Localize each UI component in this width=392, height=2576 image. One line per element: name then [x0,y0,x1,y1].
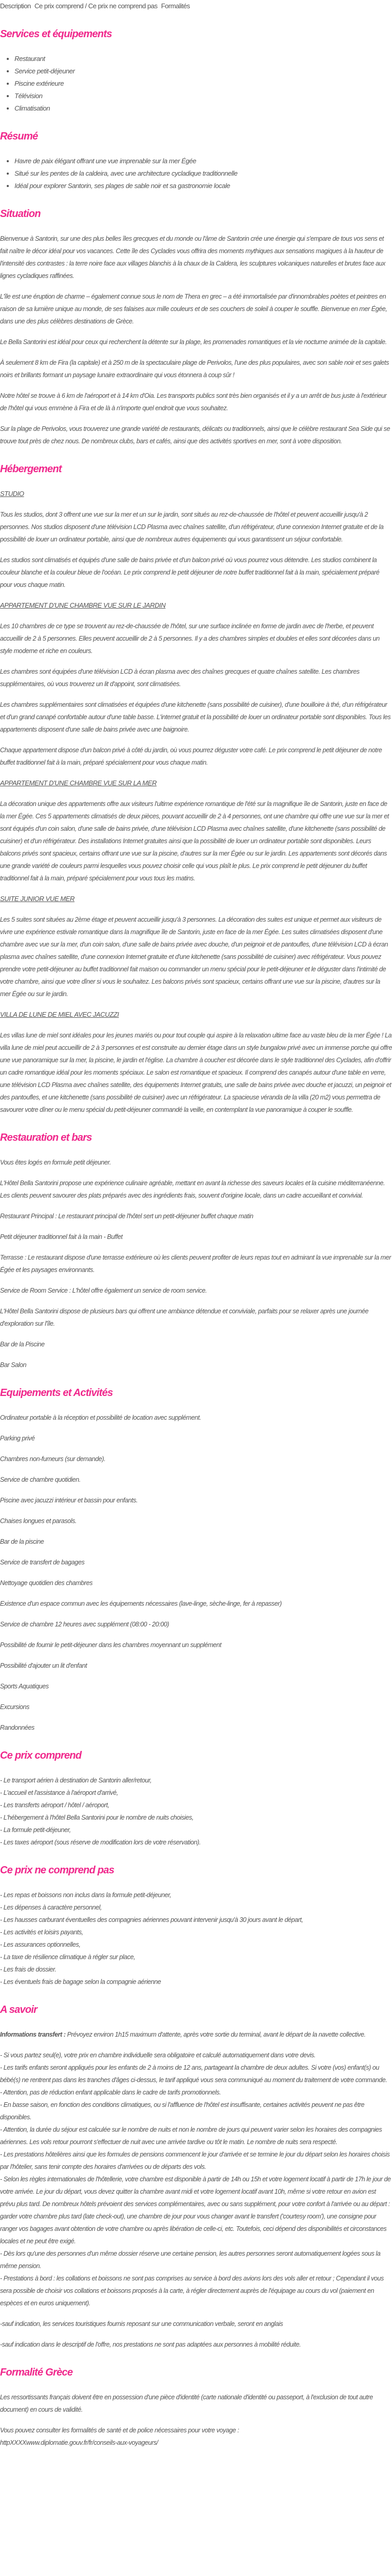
dash-item: - Les tarifs enfants seront appliqués pour les enfants de 2 à moins de 12 ans, partageant la chambre de deux adultes. Si votre (vos) enfant(s) ou bébé(s) ne rentrent pas dans les tranches d'âges ci-dessus, le tarif appliqué vous sera communiqué au moment du traitement de votre commande. [0,2064,387,2084]
paragraph: Randonnées [0,1724,35,1731]
dash-item: - Attention, pas de réduction enfant applicable dans le cadre de tarifs promotionnels. [0,2089,221,2096]
section-heading: Equipements et Activités [0,1387,113,1399]
section-heading: Services et équipements [0,28,112,40]
paragraph: -sauf indication dans le descriptif de l'offre, nos prestations ne sont pas adaptées aux personnes à mobilité réduite. [0,2341,301,2348]
dash-list [0,1889,392,1988]
paragraph: À seulement 8 km de Fira (la capitale) et à 250 m de la spectaculaire plage de Perivolos, l'une des plus populaires, avec son sable noir et ses galets noirs et brillants formant un paysage lunaire extraordinaire qui vous étonnera à coup sûr ! [0,359,389,379]
info-label: Informations transfert : [0,2031,66,2038]
paragraph: Tous les studios, dont 3 offrent une vue sur la mer et un sur le jardin, sont situés au rez-de-chaussée de l'hôtel et peuvent accueillir jusqu'à 2 personnes. Nos studios disposent d'une télévision LCD Plasma avec chaînes satellite, d'un réfrigérateur, d'une connexion Internet gratuite et de la possibilité de louer un ordinateur portable, ainsi que de nombreux autres équipements qui vous garantissent un séjour confortable. [0,511,384,543]
section-nav [0,0,392,12]
list-item: • Situé sur les pentes de la caldeira, avec une architecture cycladique traditionnelle [14,167,392,180]
paragraph: Sports Aquatiques [0,1683,49,1690]
paragraph: L'Hôtel Bella Santorini propose une expérience culinaire agréable, mettant en avant la richesse des saveurs locales et la cuisine méditerranéenne. Les clients peuvent savourer des plats préparés avec des ingrédients frais, souvent d'origine locale, dans un cadre accueillant et convivial. [0,1180,385,1199]
dash-list [0,1774,392,1849]
dash-item: - Si vous partez seul(e), votre prix en chambre individuelle sera obligatoire et calculé automatiquement dans votre devis. [0,2052,316,2059]
list-item: • Climatisation [14,102,392,115]
dash-item: - L'accueil et l'assistance à l'aéroport d'arrivé, [0,1789,118,1796]
paragraph: Service de chambre quotidien. [0,1476,81,1483]
paragraph: Restaurant Principal : Le restaurant principal de l'hôtel sert un petit-déjeuner buffet chaque matin [0,1213,253,1220]
list-item: • Idéal pour explorer Santorin, ses plages de sable noir et sa gastronomie locale [14,180,392,192]
section-heading: A savoir [0,2004,37,2015]
dash-item: - Selon les règles internationales de l'hôtellerie, votre chambre est disponible à partir de 14h ou 15h et votre logement locatif à partir de 17h le jour de votre arrivée. Le jour du départ, vous devez quitter la chambre avant midi et votre logement locatif avant 10h, même si votre retour en avion est prévu plus tard. De nombreux hôtels prévoient des services complémentaires, avec ou sans supplément, pour votre confort à l'arrivée ou au départ : garder votre chambre plus tard (late check-out), une chambre de jour pour vous changer avant le transfert ('courtesy room'), une consigne pour ranger vos bagages avant obtention de votre chambre ou après libération de celle-ci, etc. Toutefois, ceci dépend des disponibilités et circonstances locales et ne peut être exigé. [0,2176,391,2245]
dash-item: - Les taxes aéroport (sous réserve de modification lors de votre réservation). [0,1839,201,1846]
section-heading: Formalité Grèce [0,2367,73,2378]
dash-item: - La formule petit-déjeuner, [0,1826,71,1834]
room-type-heading: APPARTEMENT D'UNE CHAMBRE VUE SUR LE JARDIN [0,601,165,609]
paragraph: Possibilité d'ajouter un lit d'enfant [0,1662,87,1669]
paragraph: Bar de la piscine [0,1538,44,1545]
paragraph: Service de chambre 12 heures avec supplément (08:00 - 20:00) [0,1621,169,1628]
paragraph: Les chambres supplémentaires sont climatisées et équipées d'une kitchenette (sans possibilité de cuisiner), d'une bouilloire à thé, d'un réfrigérateur et d'un grand canapé confortable autour d'une table basse. L'internet gratuit et la possibilité de louer un ordinateur portable sont disponibles. Tous les appartements disposent d'une salle de bains privée avec une baignoire. [0,701,391,733]
room-type-heading: VILLA DE LUNE DE MIEL AVEC JACUZZI [0,1011,119,1018]
paragraph: Existence d'un espace commun avec les équipements nécessaires (lave-linge, sèche-linge, fer à repasser) [0,1600,282,1607]
dash-item: - Les frais de dossier. [0,1966,56,1973]
list-item: • Piscine extérieure [14,77,392,90]
dash-item: - Les hausses carburant éventuelles des compagnies aériennes pouvant intervenir jusqu'à 30 jours avant le départ, [0,1916,303,1923]
paragraph: Les studios sont climatisés et équipés d'une salle de bains privée et d'un balcon privé où vous pourrez vous détendre. Les studios combinent la couleur blanche et la couleur bleue de l'océan. Le prix comprend le petit déjeuner de notre buffet traditionnel fait à la main, spécialement préparé pour vous chaque matin. [0,556,380,588]
room-type-heading: SUITE JUNIOR VUE MER [0,895,75,903]
content-section [0,28,392,115]
room-type-heading: STUDIO [0,490,24,498]
paragraph: Possibilité de fournir le petit-déjeuner dans les chambres moyennant un supplément [0,1641,221,1649]
diplomatie-link[interactable]: httpXXXXwww.diplomatie.gouv.fr/fr/conseils-aux-voyageurs/ [0,2439,158,2446]
dash-item: - Prestations à bord : les collations et boissons ne sont pas comprises au service à bord des avions lors des vols aller et retour ; Cependant il vous sera possible de choisir vos collations et boissons proposés à la carte, à régler directement auprès de l'équipage au cours du vol (paiement en espèces et en euros uniquement). [0,2275,384,2307]
paragraph: -sauf indication, les services touristiques fournis reposant sur une communication verbale, seront en anglais [0,2320,283,2327]
list-item: • Télévision [14,90,392,102]
room-type-heading: APPARTEMENT D'UNE CHAMBRE VUE SUR LA MER [0,779,157,787]
paragraph: Ordinateur portable à la réception et possibilité de location avec supplément. [0,1414,201,1421]
paragraph: Vous êtes logés en formule petit déjeuner. [0,1159,111,1166]
content-section [0,2004,392,2351]
paragraph: Chaque appartement dispose d'un balcon privé à côté du jardin, où vous pourrez déguster votre café. Le prix comprend le petit déjeuner de notre buffet traditionnel fait à la main, préparé spécialement pour vous chaque matin. [0,747,382,766]
tab-prix[interactable]: Ce prix comprend / Ce prix ne comprend pas [34,2,158,10]
list-item: • Havre de paix élégant offrant une vue imprenable sur la mer Égée [14,155,392,167]
paragraph: Chaises longues et parasols. [0,1517,77,1525]
formalities-text: Vous pouvez consulter les formalités de santé et de police nécessaires pour votre voyage : [0,2427,239,2434]
paragraph: Chambres non-fumeurs (sur demande). [0,1455,105,1463]
paragraph: Les chambres sont équipées d'une télévision LCD à écran plasma avec des chaînes grecques et quatre chaînes satellite. Les chambres supplémentaires, où vous trouverez un lit d'appoint, sont climatisées. [0,668,360,688]
formalities-paragraph [0,2424,392,2449]
section-heading: Restauration et bars [0,1132,92,1143]
paragraph: Parking privé [0,1435,35,1442]
dash-item: - Les transferts aéroport / hôtel / aéroport, [0,1802,110,1809]
dash-item: - Les éventuels frais de bagage selon la compagnie aérienne [0,1978,161,1985]
paragraph: Les 5 suites sont situées au 2ème étage et peuvent accueillir jusqu'à 3 personnes. La décoration des suites est unique et permet aux visiteurs de vivre une expérience estivale romantique dans la magnifique île de Santorin, juste en face de la mer Égée. Les suites climatisées disposent d'une chambre avec vue sur la mer, d'un coin salon, d'une salle de bains privée avec douche, d'un peignoir et de pantoufles, d'une télévision LCD à écran plasma avec chaînes satellite, d'une connexion Internet gratuite et d'une kitchenette (sans possibilité de cuisiner) avec réfrigérateur. Vous pouvez prendre votre petit-déjeuner au buffet traditionnel fait maison ou commander un menu spécial pour le petit-déjeuner et le déguster dans l'intimité de votre chambre, ainsi que votre dîner si vous le souhaitez. Les balcons privés sont spacieux, certains offrant une vue sur la piscine, d'autres sur la mer Égée ou sur le jardin. [0,916,388,998]
paragraph: Bar Salon [0,1361,26,1369]
dash-item: - Les prestations hôtelières ainsi que les formules de pensions commencent le jour d'arrivée et se termine le jour du départ selon les horaires choisis par l'hôtelier, sans tenir compte des horaires d'arrivées ou de départs des vols. [0,2151,390,2170]
content-section [0,1864,392,1988]
paragraph: Terrasse : Le restaurant dispose d'une terrasse extérieure où les clients peuvent profiter de leurs repas tout en admirant la vue imprenable sur la mer Égée et les paysages environnants. [0,1254,391,1274]
tab-description[interactable]: Description [0,2,31,10]
paragraph: Bar de la Piscine [0,1341,45,1348]
dash-item: - Les dépenses à caractère personnel, [0,1904,102,1911]
paragraph: Petit déjeuner traditionnel fait à la main - Buffet [0,1233,123,1240]
content-section [0,1387,392,1734]
content-section [0,208,392,447]
paragraph: Bienvenue à Santorin, sur une des plus belles îles grecques et du monde ou l'âme de Santorin crée une énergie qui s'empare de tous vos sens et fait naître le décor idéal pour vos vacances. Cette île des Cyclades vous offrira des moments mythiques aux sensations magiques à la hauteur de l'intensité des contrastes : la terre noire face aux villages blanchis à la chaux de la Caldera, les sculptures volcaniques naturelles et brutes face aux lignes cycladiques raffinées. [0,235,386,280]
paragraph: Service de transfert de bagages [0,1559,85,1566]
info-paragraph [0,2028,392,2041]
content-section [0,130,392,192]
section-heading: Hébergement [0,463,62,475]
dash-item: - Les assurances optionnelles, [0,1941,81,1948]
paragraph: Les ressortissants français doivent être en possession d'une pièce d'identité (carte nationale d'identité ou passeport, à l'exclusion de tout autre document) en cours de validité. [0,2394,373,2413]
content-section [0,463,392,1116]
paragraph: Notre hôtel se trouve à 6 km de l'aéroport et à 14 km d'Oia. Les transports publics sont très bien organisés et il y a un arrêt de bus juste à l'extérieur de l'hôtel qui vous emmène à Fira et de là à n'importe quel endroit que vous souhaitez. [0,392,387,412]
paragraph: Les villas lune de miel sont idéales pour les jeunes mariés ou pour tout couple qui aspire à la relaxation ultime face au vaste bleu de la mer Égée ! La villa lune de miel peut accueillir de 2 à 3 personnes et est construite au dernier étage dans un style bungalow privé avec un immense porche qui offre une vue panoramique sur la mer, la piscine, le jardin et l'église. La chambre à coucher est décorée dans le style traditionnel des Cyclades, afin d'offrir un cadre romantique idéal pour les moments spéciaux. Le salon est romantique et spacieux. Il comprend des canapés autour d'une table en verre, une télévision LCD Plasma avec chaînes satellite, des équipements Internet gratuits, une salle de bains privée avec douche et jacuzzi, un peignoir et des pantoufles, et une kitchenette (sans possibilité de cuisiner) avec un réfrigérateur. La spacieuse véranda de la villa (20 m2) vous permettra de savourer votre dîner ou le menu spécial du petit-déjeuner commandé la veille, en contemplant la vue panoramique à couper le souffle. [0,1032,392,1113]
paragraph: Le Bella Santorini est idéal pour ceux qui recherchent la détente sur la plage, les promenades romantiques et la vie nocturne animée de la capitale. [0,338,387,346]
paragraph: La décoration unique des appartements offre aux visiteurs l'ultime expérience romantique de l'été sur la magnifique île de Santorin, juste en face de la mer Égée. Ces 5 appartements climatisés de deux pièces, pouvant accueillir de 2 à 4 personnes, ont une chambre qui offre une vue sur la mer et sont équipés d'un coin salon, d'une salle de bains privée, d'une télévision LCD Plasma avec chaînes satellite, d'une kitchenette (sans possibilité de cuisiner) et d'un réfrigérateur. Des installations Internet gratuites ainsi que la possibilité de louer un ordinateur portable sont disponibles. Leurs balcons privés sont spacieux, certains offrant une vue sur la piscine, d'autres sur la mer Égée ou sur le jardin. Les appartements sont décorés dans une grande variété de couleurs parmi lesquelles vous pouvez choisir celle qui vous plaît le plus. Le prix comprend le petit déjeuner du buffet traditionnel fait à la main, préparé spécialement pour vous tous les matins. [0,800,389,882]
paragraph: L'Hôtel Bella Santorini dispose de plusieurs bars qui offrent une ambiance détendue et conviviale, parfaits pour se relaxer après une journée d'exploration sur l'île. [0,1308,369,1327]
paragraph: Sur la plage de Perivolos, vous trouverez une grande variété de restaurants, délicats ou traditionnels, ainsi que le célèbre restaurant Sea Side qui se trouve tout près de chez nous. De nombreux clubs, bars et cafés, ainsi que des activités sportives en mer, sont à votre disposition. [0,425,390,445]
paragraph: Les 10 chambres de ce type se trouvent au rez-de-chaussée de l'hôtel, sur une surface inclinée en forme de jardin avec de l'herbe, et peuvent accueillir de 2 à 5 personnes. Elles peuvent accueillir de 2 à 5 personnes. Il y a des chambres simples et doubles et elles sont décorées dans un style moderne et riche en couleurs. [0,623,380,655]
dash-item: - La taxe de résilience climatique à régler sur place, [0,1953,135,1961]
list-item: • Restaurant [14,53,392,65]
dash-item: - Dès lors qu'une des personnes d'un même dossier réserve une certaine pension, les autres personnes seront automatiquement logées sous la même pension. [0,2250,381,2270]
section-heading: Ce prix ne comprend pas [0,1865,114,1876]
info-text: Prévoyez environ 1h15 maximum d'attente, après votre sortie du terminal, avant le départ de la navette collective. [65,2031,366,2038]
product-description [0,28,392,2449]
bullet-list [0,155,392,192]
list-item: • Service petit-déjeuner [14,65,392,77]
paragraph: L'île est une éruption de charme – également connue sous le nom de Thera en grec – a été immortalisée par d'innombrables poètes et peintres en raison de sa lumière unique au monde, de ses falaises aux mille couleurs et de ses couchers de soleil à couper le souffle. Bienvenue en mer Égée, dans une des plus célèbres destinations de Grèce. [0,293,387,325]
dash-item: - L'hébergement à l'hôtel Bella Santorini pour le nombre de nuits choisies, [0,1814,194,1821]
content-section [0,1131,392,1371]
dash-item: - Les activités et loisirs payants, [0,1929,83,1936]
content-section [0,2366,392,2449]
dash-item: - Les repas et boissons non inclus dans la formule petit-déjeuner, [0,1891,171,1899]
dash-item: - En basse saison, en fonction des conditions climatiques, ou si l'affluence de l'hôtel est insuffisante, certaines activités peuvent ne pas être disponibles. [0,2101,365,2121]
paragraph: Service de Room Service : L'hôtel offre également un service de room service. [0,1287,207,1294]
dash-item: - Attention, la durée du séjour est calculée sur le nombre de nuits et non le nombre de jours qui peuvent varier selon les horaires des compagnies aériennes. Les vols retour pourront s'effectuer de nuit avec une arrivée tardive ou tôt le matin. Le nombre de nuits sera respecté. [0,2126,382,2146]
paragraph: Piscine avec jacuzzi intérieur et bassin pour enfants. [0,1497,138,1504]
section-heading: Résumé [0,131,38,142]
dash-item: - Le transport aérien à destination de Santorin aller/retour, [0,1777,152,1784]
tab-formalites[interactable]: Formalités [161,2,190,10]
content-section [0,1749,392,1849]
section-heading: Situation [0,208,41,220]
bullet-list [0,53,392,115]
paragraph: Excursions [0,1703,29,1711]
paragraph: Nettoyage quotidien des chambres [0,1579,93,1587]
section-heading: Ce prix comprend [0,1750,82,1761]
dash-list [0,2049,392,2309]
